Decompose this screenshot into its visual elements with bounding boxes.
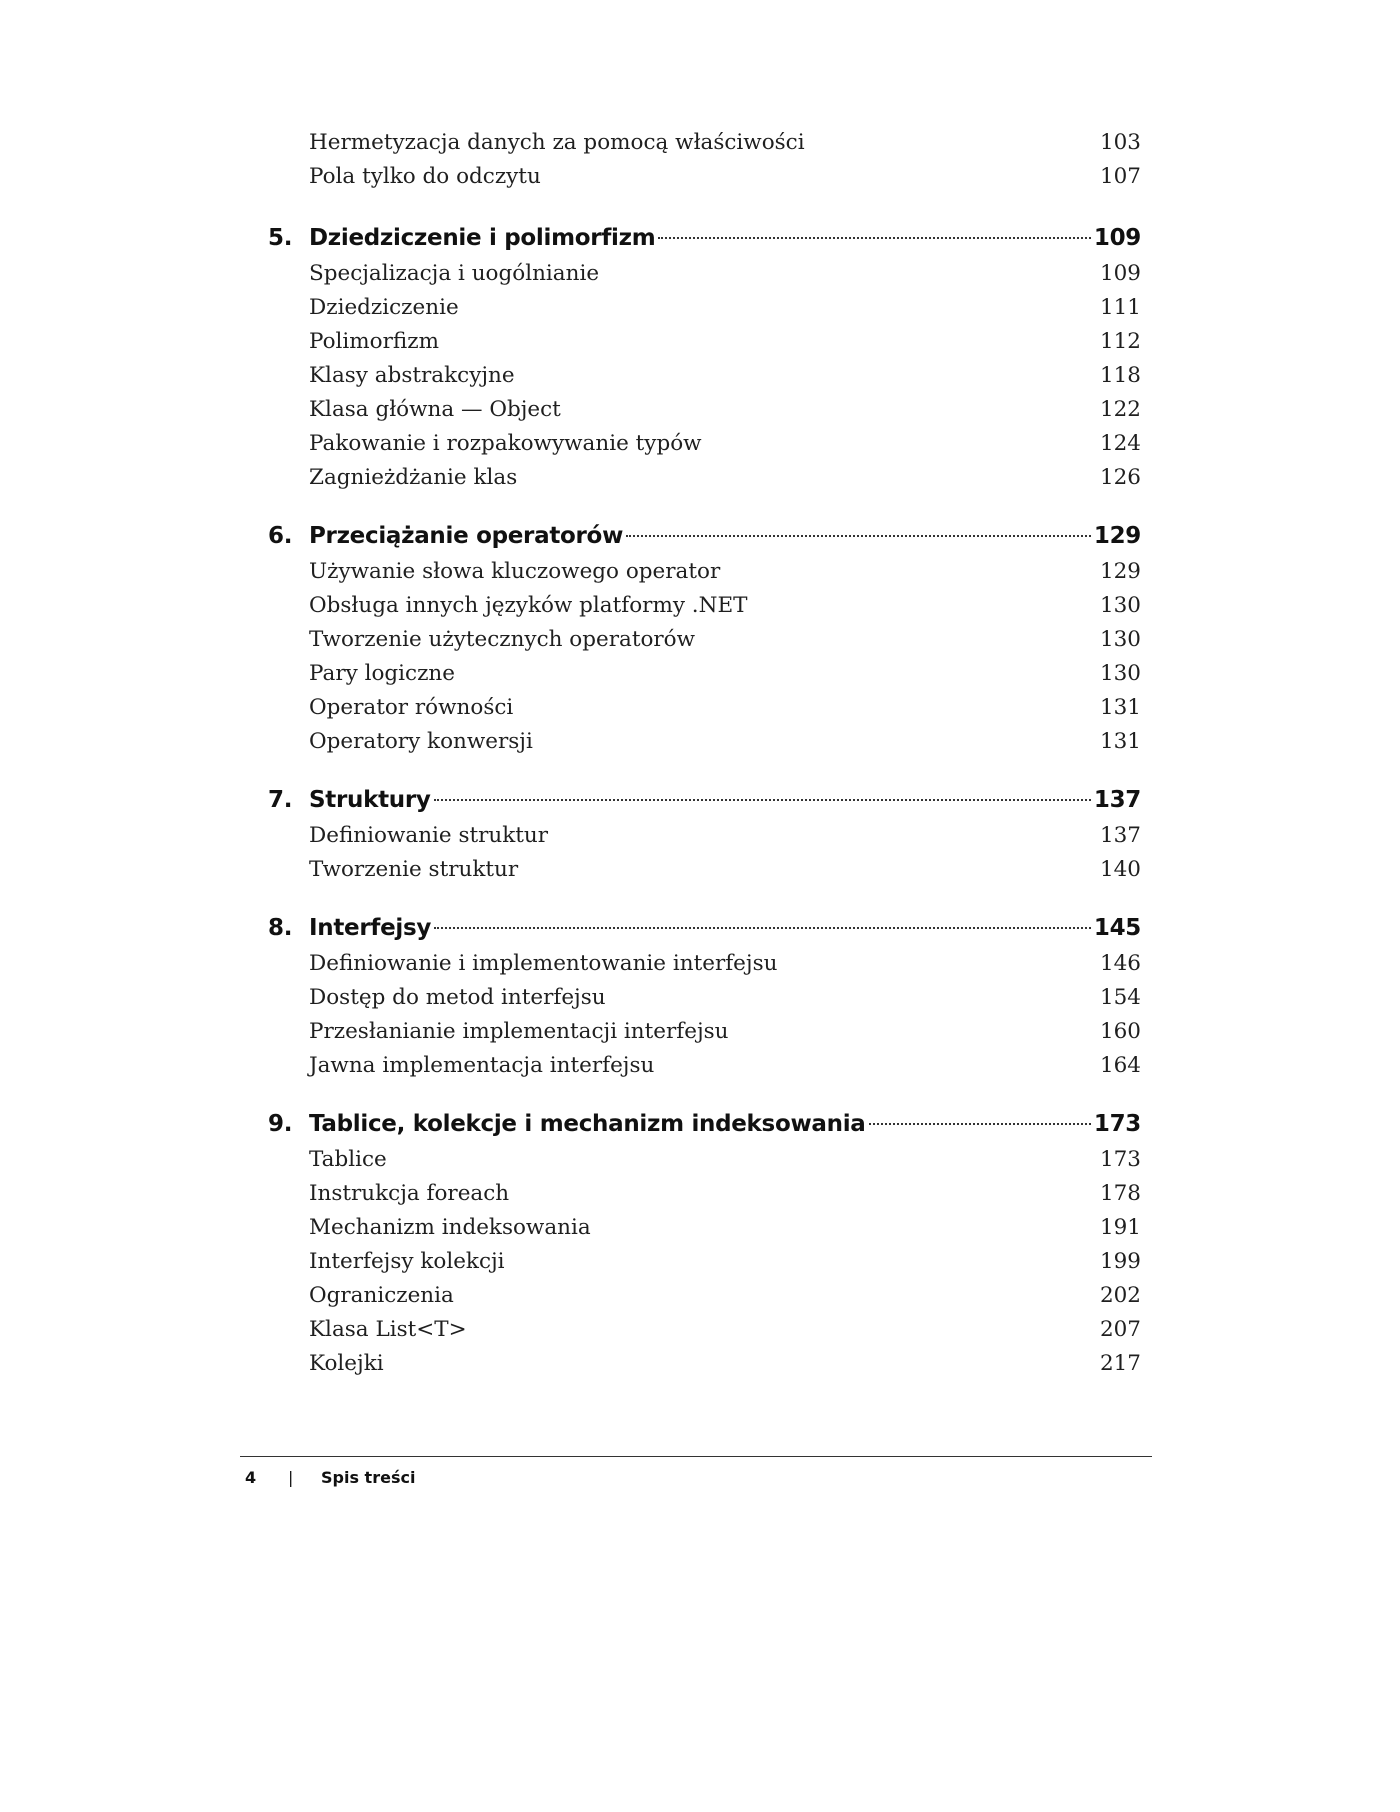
chapter-heading[interactable] [268, 783, 1141, 817]
chapter-heading[interactable] [268, 1107, 1141, 1141]
toc-entry-page: 137 [1099, 823, 1141, 848]
toc-entry[interactable] [309, 361, 1141, 391]
toc-entry-page: 118 [1099, 363, 1141, 388]
toc-entry[interactable] [309, 1017, 1141, 1047]
toc-entry-page: 178 [1099, 1181, 1141, 1206]
toc-entry-title: Hermetyzacja danych za pomocą właściwości [309, 130, 805, 155]
toc-entry-title: Ograniczenia [309, 1283, 454, 1308]
toc-entry-page: 130 [1099, 627, 1141, 652]
toc-entry-page: 130 [1099, 661, 1141, 686]
dot-leader [658, 237, 1091, 239]
toc-entry-title: Dostęp do metod interfejsu [309, 985, 606, 1010]
toc-entry[interactable] [309, 1145, 1141, 1175]
toc-entry-page: 191 [1099, 1215, 1141, 1240]
dot-leader [869, 1123, 1091, 1125]
toc-entry-page: 154 [1099, 985, 1141, 1010]
chapter-heading[interactable] [268, 519, 1141, 553]
toc-entry-page: 146 [1099, 951, 1141, 976]
chapter-heading[interactable] [268, 221, 1141, 255]
chapter-number: 7. [268, 787, 293, 813]
toc-entry-page: 131 [1099, 695, 1141, 720]
toc-entry-page: 111 [1099, 295, 1141, 320]
chapter-title: Przeciążanie operatorów [309, 523, 624, 549]
toc-entry[interactable] [309, 395, 1141, 425]
toc-entry-page: 160 [1099, 1019, 1141, 1044]
toc-entry-title: Jawna implementacja interfejsu [309, 1053, 655, 1078]
toc-entry-title: Pakowanie i rozpakowywanie typów [309, 431, 702, 456]
toc-entry-title: Polimorfizm [309, 329, 439, 354]
toc-entry[interactable] [309, 327, 1141, 357]
toc-entry-page: 207 [1099, 1317, 1141, 1342]
toc-entry-page: 103 [1099, 130, 1141, 155]
chapter-page: 145 [1093, 915, 1141, 941]
toc-entry-title: Klasy abstrakcyjne [309, 363, 515, 388]
toc-entry-title: Pola tylko do odczytu [309, 164, 541, 189]
toc-entry-page: 126 [1099, 465, 1141, 490]
toc-entry-title: Definiowanie i implementowanie interfejsu [309, 951, 778, 976]
toc-entry[interactable] [309, 1179, 1141, 1209]
toc-entry[interactable] [309, 463, 1141, 493]
chapter-number: 9. [268, 1111, 293, 1137]
toc-entry-page: 122 [1099, 397, 1141, 422]
toc-entry-page: 217 [1099, 1351, 1141, 1376]
toc-entry-page: 202 [1099, 1283, 1141, 1308]
toc-entry[interactable] [309, 128, 1141, 158]
toc-entry-page: 140 [1099, 857, 1141, 882]
toc-entry-title: Instrukcja foreach [309, 1181, 510, 1206]
toc-entry-title: Tworzenie użytecznych operatorów [309, 627, 696, 652]
toc-entry-page: 173 [1099, 1147, 1141, 1172]
chapter-title: Struktury [309, 787, 431, 813]
toc-entry[interactable] [309, 557, 1141, 587]
toc-entry[interactable] [309, 1247, 1141, 1277]
dot-leader [626, 535, 1091, 537]
footer-label: Spis treści [321, 1468, 416, 1487]
toc-entry[interactable] [309, 659, 1141, 689]
chapter-title: Dziedziczenie i polimorfizm [309, 225, 656, 251]
footer-separator: | [288, 1468, 294, 1487]
chapter-page: 137 [1093, 787, 1141, 813]
chapter-page: 129 [1093, 523, 1141, 549]
footer-rule [240, 1456, 1152, 1457]
chapter-heading[interactable] [268, 911, 1141, 945]
toc-entry-title: Operator równości [309, 695, 514, 720]
toc-entry[interactable] [309, 259, 1141, 289]
toc-entry-title: Przesłanianie implementacji interfejsu [309, 1019, 729, 1044]
toc-entry[interactable] [309, 727, 1141, 757]
toc-entry-title: Tablice [309, 1147, 387, 1172]
chapter-number: 5. [268, 225, 293, 251]
toc-entry-page: 130 [1099, 593, 1141, 618]
dot-leader [434, 927, 1091, 929]
toc-entry[interactable] [309, 293, 1141, 323]
toc-entry[interactable] [309, 855, 1141, 885]
toc-entry-title: Używanie słowa kluczowego operator [309, 559, 721, 584]
toc-entry-title: Mechanizm indeksowania [309, 1215, 591, 1240]
toc-entry-title: Dziedziczenie [309, 295, 459, 320]
dot-leader [434, 799, 1091, 801]
chapter-title: Tablice, kolekcje i mechanizm indeksowania [309, 1111, 866, 1137]
toc-entry[interactable] [309, 1051, 1141, 1081]
chapter-title: Interfejsy [309, 915, 432, 941]
footer-page-number: 4 [245, 1468, 257, 1487]
toc-entry[interactable] [309, 1315, 1141, 1345]
toc-entry-page: 131 [1099, 729, 1141, 754]
toc-entry-title: Operatory konwersji [309, 729, 533, 754]
toc-entry[interactable] [309, 1281, 1141, 1311]
toc-entry[interactable] [309, 693, 1141, 723]
toc-entry-title: Specjalizacja i uogólnianie [309, 261, 600, 286]
toc-entry[interactable] [309, 983, 1141, 1013]
toc-entry-page: 107 [1099, 164, 1141, 189]
toc-entry[interactable] [309, 821, 1141, 851]
toc-entry-title: Kolejki [309, 1351, 384, 1376]
toc-entry-page: 199 [1099, 1249, 1141, 1274]
toc-entry[interactable] [309, 162, 1141, 192]
chapter-page: 173 [1093, 1111, 1141, 1137]
toc-entry-title: Definiowanie struktur [309, 823, 549, 848]
toc-entry[interactable] [309, 949, 1141, 979]
toc-entry-title: Klasa główna — Object [309, 397, 561, 422]
toc-entry-title: Obsługa innych języków platformy .NET [309, 593, 748, 618]
toc-entry[interactable] [309, 625, 1141, 655]
chapter-number: 8. [268, 915, 293, 941]
toc-entry-title: Zagnieżdżanie klas [309, 465, 518, 490]
toc-entry-page: 112 [1099, 329, 1141, 354]
toc-entry[interactable] [309, 1213, 1141, 1243]
toc-entry[interactable] [309, 429, 1141, 459]
toc-entry-title: Pary logiczne [309, 661, 455, 686]
toc-entry[interactable] [309, 591, 1141, 621]
toc-entry-page: 124 [1099, 431, 1141, 456]
toc-entry[interactable] [309, 1349, 1141, 1379]
toc-entry-page: 164 [1099, 1053, 1141, 1078]
chapter-number: 6. [268, 523, 293, 549]
toc-entry-page: 129 [1099, 559, 1141, 584]
toc-entry-page: 109 [1099, 261, 1141, 286]
chapter-page: 109 [1093, 225, 1141, 251]
toc-entry-title: Tworzenie struktur [309, 857, 519, 882]
toc-entry-title: Interfejsy kolekcji [309, 1249, 505, 1274]
toc-entry-title: Klasa List<T> [309, 1317, 467, 1342]
